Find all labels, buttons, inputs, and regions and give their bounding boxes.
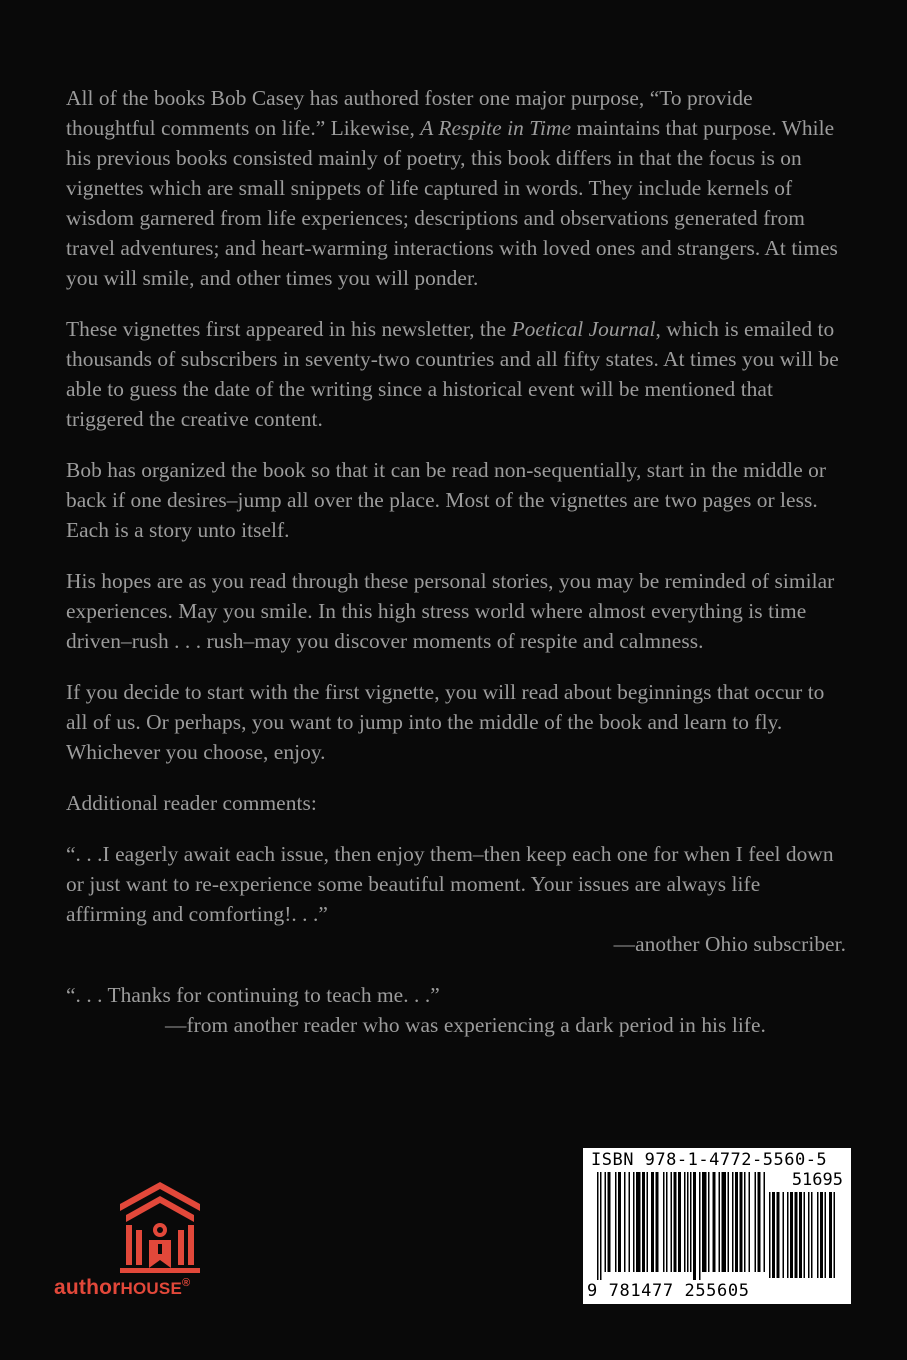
- barcode-bar: [749, 1172, 751, 1272]
- book-title-italic: A Respite in Time: [420, 116, 572, 140]
- barcode-bar: [713, 1172, 716, 1272]
- barcode-bar: [674, 1172, 677, 1272]
- barcode-bar: [744, 1172, 746, 1272]
- blurb-p2-end: , which is emailed to thousands of subscribers in seventy-two countries and all fifty states. At times you will be able to guess the date of the writing since a historical event will be mentioned that triggered the creative content.: [66, 317, 839, 431]
- comments-heading: Additional reader comments:: [66, 791, 317, 815]
- barcode-bar: [811, 1192, 813, 1278]
- barcode-bar: [755, 1172, 757, 1272]
- reader-quote-2: “. . . Thanks for continuing to teach me. . .”: [66, 983, 440, 1007]
- barcode-bar: [758, 1172, 761, 1272]
- barcode-bar: [799, 1192, 802, 1278]
- barcode-bar: [633, 1172, 635, 1272]
- barcode-bar: [777, 1192, 780, 1278]
- barcode-bar: [825, 1192, 827, 1278]
- blurb-p2-start: These vignettes first appeared in his newsletter, the: [66, 317, 512, 341]
- barcode-bar: [795, 1192, 798, 1278]
- barcode-bar: [702, 1172, 707, 1272]
- reader-comment-2: [66, 980, 846, 1040]
- barcode-bar: [608, 1172, 611, 1272]
- publisher-name: authorHOUSE®: [54, 1276, 191, 1299]
- barcode-bar: [722, 1172, 727, 1272]
- barcode-bar: [719, 1172, 721, 1272]
- blurb-paragraph-1: [66, 83, 846, 293]
- barcode-bar: [693, 1172, 696, 1280]
- barcode-bar: [783, 1192, 785, 1278]
- barcode-bar: [618, 1172, 621, 1272]
- barcode-bar: [671, 1172, 673, 1272]
- reader-quote-2-attribution: —from another reader who was experiencing a dark period in his life.: [165, 1013, 766, 1037]
- barcode-bar: [834, 1192, 836, 1278]
- barcode-bar: [597, 1172, 599, 1280]
- barcode-digits: 9 781477 255605: [587, 1281, 750, 1301]
- barcode-addon-bars: [769, 1192, 843, 1280]
- barcode-bar: [687, 1172, 689, 1272]
- barcode-bar: [605, 1172, 607, 1272]
- isbn-barcode: [583, 1148, 851, 1304]
- barcode-bar: [647, 1172, 649, 1272]
- barcode-bar: [787, 1192, 789, 1278]
- barcode-bar: [817, 1192, 819, 1278]
- blurb-paragraph-5: If you decide to start with the first vignette, you will read about beginnings that occur to all of us. Or perhaps, you want to jump into the middle of the book and learn to fly. Whichever you choose, enjoy.: [66, 680, 825, 764]
- barcode-bar: [829, 1192, 832, 1278]
- blurb-paragraph-4: His hopes are as you read through these personal stories, you may be reminded of similar experiences. May you smile. In this high stress world where almost everything is time driven–rush . . . rush–may you discover moments of respite and calmness.: [66, 569, 835, 653]
- blurb-p1-end: maintains that purpose. While his previous books consisted mainly of poetry, this book differs in that the focus is on vignettes which are small snippets of life captured in words. They include kernels of wisdom garnered from life experiences; descriptions and observations generated from travel adventures; and heart-warming interactions with loved ones and strangers. At times you will smile, and other times you will ponder.: [66, 116, 838, 290]
- blurb-p1-start: All of the books Bob Casey has authored foster one major purpose, “To provide thoughtful comments on life.” Likewise,: [66, 86, 753, 140]
- barcode-bar: [663, 1172, 665, 1272]
- blurb-paragraph-2: [66, 314, 846, 434]
- barcode-bar: [600, 1172, 602, 1280]
- barcode-bar: [732, 1172, 734, 1272]
- barcode-bar: [735, 1172, 738, 1272]
- reader-quote-1-attribution: —another Ohio subscriber.: [613, 932, 846, 956]
- back-cover-blurb: [66, 83, 846, 1061]
- barcode-bar: [728, 1172, 730, 1272]
- reader-comment-1: [66, 839, 846, 959]
- barcode-bar: [615, 1172, 617, 1272]
- barcode-bar: [684, 1172, 686, 1272]
- barcode-bar: [629, 1172, 631, 1272]
- barcode-bar: [666, 1172, 668, 1272]
- barcode-bar: [690, 1172, 692, 1272]
- publisher-logo: [54, 1178, 254, 1318]
- barcode-bar: [699, 1172, 701, 1280]
- barcode-bar: [820, 1192, 823, 1278]
- isbn-label: ISBN 978-1-4772-5560-5: [591, 1150, 828, 1170]
- barcode-bar: [708, 1172, 710, 1272]
- reader-quote-1: “. . .I eagerly await each issue, then enjoy them–then keep each one for when I feel down or just want to re-experience some beautiful moment. Your issues are always life affirming and comforting!. . .”: [66, 842, 834, 926]
- barcode-bar: [651, 1172, 654, 1272]
- barcode-bar: [624, 1172, 626, 1272]
- newsletter-title-italic: Poetical Journal: [511, 317, 656, 341]
- barcode-bar: [740, 1172, 743, 1272]
- barcode-bar: [804, 1192, 806, 1278]
- barcode-bar: [656, 1172, 659, 1272]
- barcode-bar: [769, 1192, 771, 1278]
- barcode-main-bars: [597, 1172, 765, 1280]
- blurb-paragraph-3: Bob has organized the book so that it can be read non-sequentially, start in the middle or back if one desires–jump all over the place. Most of the vignettes are two pages or less. Each is a story unto itself.: [66, 458, 827, 542]
- barcode-bar: [678, 1172, 681, 1272]
- barcode-bar: [790, 1192, 793, 1278]
- house-book-logo-icon: [54, 1178, 254, 1278]
- barcode-bar: [808, 1192, 810, 1278]
- barcode-bar: [636, 1172, 641, 1272]
- barcode-bar: [642, 1172, 645, 1272]
- barcode-addon-code: 51695: [791, 1170, 843, 1190]
- barcode-bar: [764, 1172, 766, 1272]
- barcode-bar: [772, 1192, 775, 1278]
